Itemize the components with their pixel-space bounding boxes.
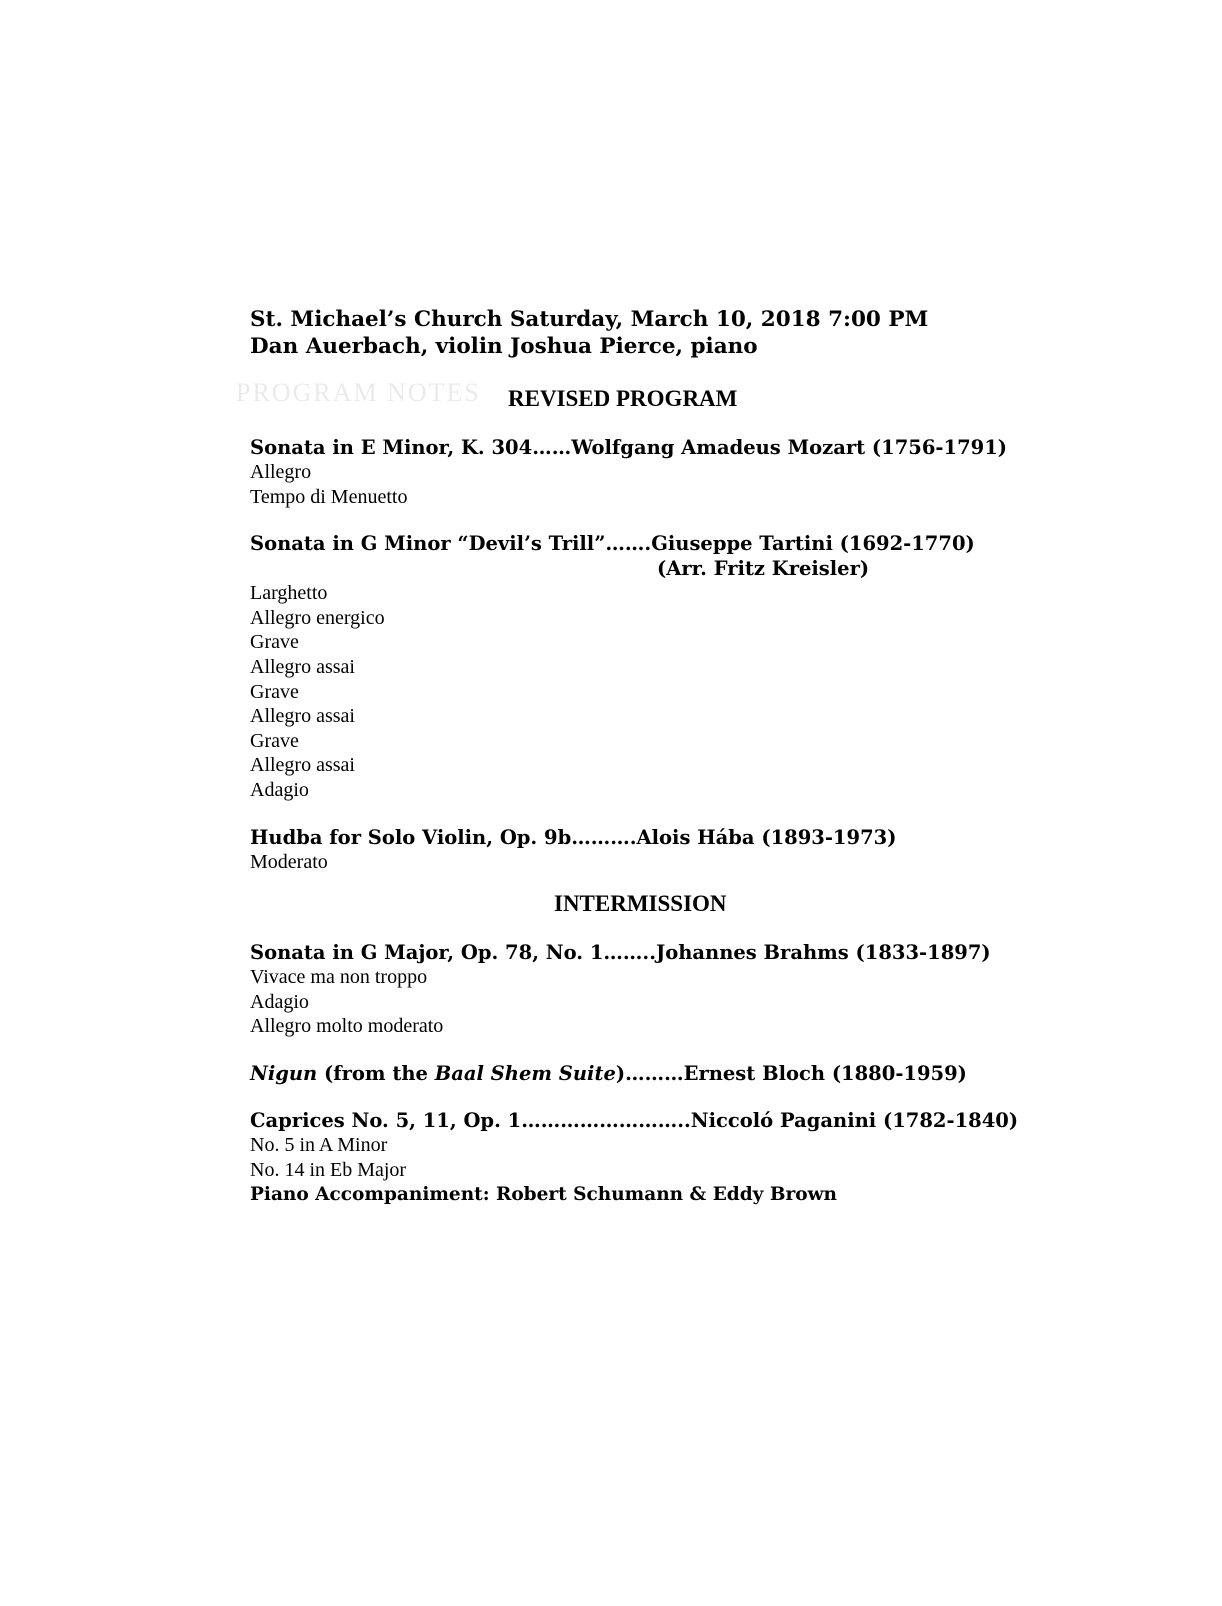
piece-mozart <box>250 435 1070 509</box>
arranger-credit: (Arr. Fritz Kreisler) <box>657 557 870 581</box>
movement: Moderato <box>250 850 328 873</box>
piece-title: Sonata in G Minor “Devil’s Trill”…….Giuseppe Tartini (1692-1770) <box>250 532 975 556</box>
movement: Allegro assai <box>250 754 355 777</box>
revised-program-title: REVISED PROGRAM <box>508 386 738 411</box>
piece-bloch <box>250 1061 1070 1086</box>
movement: Adagio <box>250 778 309 801</box>
movement: No. 14 in Eb Major <box>250 1158 407 1181</box>
movement: Grave <box>250 729 299 752</box>
piece-title: Sonata in E Minor, K. 304……Wolfgang Amadeus Mozart (1756-1791) <box>250 436 1008 459</box>
piece-title <box>250 1061 1070 1086</box>
movement: No. 5 in A Minor <box>250 1133 388 1156</box>
piece-title: Caprices No. 5, 11, Op. 1……………………..Niccoló Paganini (1782-1840) <box>250 1108 1019 1132</box>
movement: Vivace ma non troppo <box>250 966 428 989</box>
intermission-title: INTERMISSION <box>554 891 727 917</box>
title-italic-suite: Baal Shem Suite <box>434 1061 616 1085</box>
concert-venue-date: St. Michael’s Church Saturday, March 10, 2018 7:00 PM <box>250 307 929 332</box>
piece-paganini <box>250 1108 1070 1207</box>
performers: Dan Auerbach, violin Joshua Pierce, piano <box>250 334 758 359</box>
piece-title: Sonata in G Major, Op. 78, No. 1……..Johannes Brahms (1833-1897) <box>250 941 991 965</box>
movement: Grave <box>250 631 299 654</box>
title-mid: (from the <box>317 1061 435 1085</box>
movement: Adagio <box>250 990 309 1013</box>
piece-haba <box>250 825 1070 875</box>
program-content <box>250 306 1070 1207</box>
movement: Larghetto <box>250 582 328 605</box>
bleed-through-text: PROGRAM NOTES <box>236 378 481 407</box>
movement: Grave <box>250 680 299 703</box>
movement: Allegro energico <box>250 606 385 629</box>
title-rest: )………Ernest Bloch (1880-1959) <box>615 1061 967 1085</box>
movement: Allegro molto moderato <box>250 1015 444 1038</box>
movement: Allegro <box>250 461 312 483</box>
accompaniment-credit: Piano Accompaniment: Robert Schumann & Eddy Brown <box>250 1184 837 1206</box>
movement: Allegro assai <box>250 655 355 678</box>
piece-tartini <box>250 531 1070 802</box>
movement: Allegro assai <box>250 705 355 728</box>
piece-brahms <box>250 940 1070 1039</box>
title-italic: Nigun <box>250 1061 318 1085</box>
piece-title: Hudba for Solo Violin, Op. 9b……….Alois Hába (1893-1973) <box>250 825 897 849</box>
movement: Tempo di Menuetto <box>250 485 408 508</box>
